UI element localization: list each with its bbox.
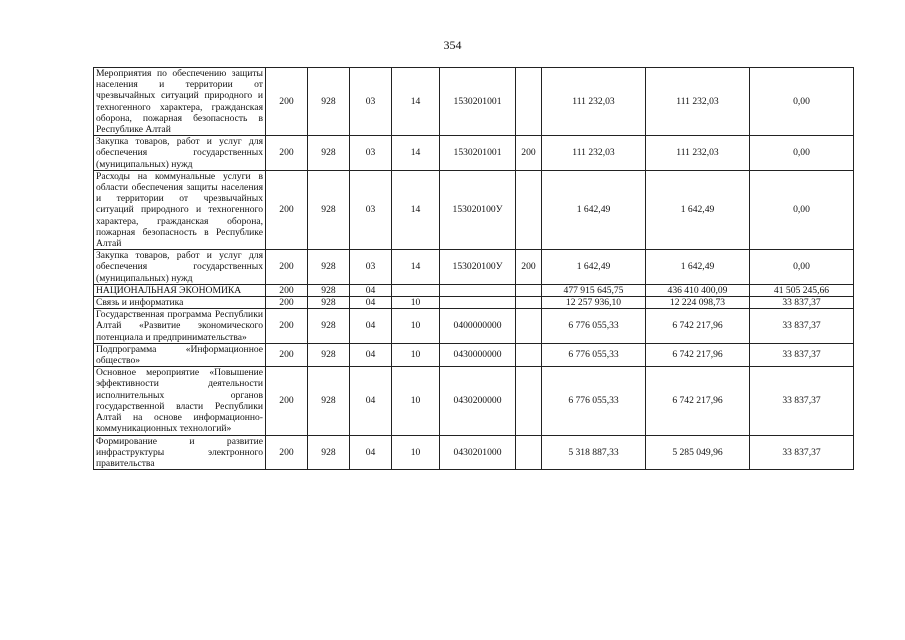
table-row [94, 170, 854, 249]
table-row [94, 297, 854, 309]
expense-type-cell [516, 68, 542, 136]
planned-amount-cell: 6 776 055,33 [542, 343, 646, 366]
expense-type-cell [516, 284, 542, 296]
ministry-cell: 928 [308, 435, 350, 470]
code-cell: 200 [266, 68, 308, 136]
target-article-cell [440, 297, 516, 309]
row-name-cell: Расходы на коммунальные услуги в области обеспечения защиты населения и территории от чрезвычайных ситуаций природного и техногенного характера, гражданская оборона, пожарная безопасность в Республике Алтай [94, 170, 266, 249]
subsection-cell: 10 [392, 309, 440, 344]
remainder-cell: 41 505 245,66 [750, 284, 854, 296]
ministry-cell: 928 [308, 309, 350, 344]
section-cell: 03 [350, 136, 392, 171]
target-article-cell: 0430200000 [440, 367, 516, 435]
target-article-cell: 1530201001 [440, 68, 516, 136]
code-cell: 200 [266, 309, 308, 344]
code-cell: 200 [266, 136, 308, 171]
remainder-cell: 33 837,37 [750, 297, 854, 309]
code-cell: 200 [266, 284, 308, 296]
expense-type-cell [516, 435, 542, 470]
subsection-cell: 14 [392, 136, 440, 171]
code-cell: 200 [266, 435, 308, 470]
executed-amount-cell: 6 742 217,96 [646, 309, 750, 344]
expense-type-cell: 200 [516, 136, 542, 171]
row-name-cell: Подпрограмма «Информационное общество» [94, 343, 266, 366]
executed-amount-cell: 12 224 098,73 [646, 297, 750, 309]
remainder-cell: 0,00 [750, 68, 854, 136]
section-cell: 04 [350, 343, 392, 366]
planned-amount-cell: 1 642,49 [542, 250, 646, 285]
target-article-cell: 0430201000 [440, 435, 516, 470]
row-name-cell: Закупка товаров, работ и услуг для обеспечения государственных (муниципальных) нужд [94, 136, 266, 171]
subsection-cell: 14 [392, 250, 440, 285]
planned-amount-cell: 111 232,03 [542, 68, 646, 136]
row-name-cell: Мероприятия по обеспечению защиты населения и территории от чрезвычайных ситуаций природного и техногенного характера, гражданская оборона, пожарная безопасность в Республике Алтай [94, 68, 266, 136]
target-article-cell [440, 284, 516, 296]
target-article-cell: 0400000000 [440, 309, 516, 344]
subsection-cell [392, 284, 440, 296]
section-cell: 04 [350, 367, 392, 435]
section-cell: 03 [350, 250, 392, 285]
ministry-cell: 928 [308, 297, 350, 309]
table-row [94, 284, 854, 296]
section-cell: 04 [350, 309, 392, 344]
row-name-cell: Основное мероприятие «Повышение эффективности деятельности исполнительных органов государственной власти Республики Алтай на основе информационно-коммуникационных технологий» [94, 367, 266, 435]
subsection-cell: 10 [392, 435, 440, 470]
table-row [94, 250, 854, 285]
executed-amount-cell: 6 742 217,96 [646, 343, 750, 366]
remainder-cell: 33 837,37 [750, 309, 854, 344]
planned-amount-cell: 1 642,49 [542, 170, 646, 249]
target-article-cell: 0430000000 [440, 343, 516, 366]
code-cell: 200 [266, 343, 308, 366]
executed-amount-cell: 5 285 049,96 [646, 435, 750, 470]
section-cell: 04 [350, 297, 392, 309]
expense-type-cell [516, 297, 542, 309]
remainder-cell: 0,00 [750, 250, 854, 285]
remainder-cell: 33 837,37 [750, 367, 854, 435]
executed-amount-cell: 111 232,03 [646, 68, 750, 136]
ministry-cell: 928 [308, 284, 350, 296]
target-article-cell: 153020100У [440, 250, 516, 285]
budget-table-body [94, 68, 854, 470]
code-cell: 200 [266, 297, 308, 309]
remainder-cell: 33 837,37 [750, 435, 854, 470]
executed-amount-cell: 1 642,49 [646, 250, 750, 285]
code-cell: 200 [266, 367, 308, 435]
planned-amount-cell: 6 776 055,33 [542, 309, 646, 344]
subsection-cell: 10 [392, 367, 440, 435]
expense-type-cell: 200 [516, 250, 542, 285]
table-row [94, 435, 854, 470]
ministry-cell: 928 [308, 170, 350, 249]
subsection-cell: 10 [392, 297, 440, 309]
planned-amount-cell: 477 915 645,75 [542, 284, 646, 296]
subsection-cell: 14 [392, 68, 440, 136]
ministry-cell: 928 [308, 136, 350, 171]
expense-type-cell [516, 309, 542, 344]
row-name-cell: Связь и информатика [94, 297, 266, 309]
row-name-cell: Государственная программа Республики Алтай «Развитие экономического потенциала и предпринимательства» [94, 309, 266, 344]
table-row [94, 309, 854, 344]
executed-amount-cell: 436 410 400,09 [646, 284, 750, 296]
expense-type-cell [516, 343, 542, 366]
page-number: 354 [443, 38, 462, 52]
code-cell: 200 [266, 250, 308, 285]
table-row [94, 343, 854, 366]
executed-amount-cell: 1 642,49 [646, 170, 750, 249]
subsection-cell: 14 [392, 170, 440, 249]
row-name-cell: НАЦИОНАЛЬНАЯ ЭКОНОМИКА [94, 284, 266, 296]
section-cell: 04 [350, 435, 392, 470]
ministry-cell: 928 [308, 343, 350, 366]
planned-amount-cell: 111 232,03 [542, 136, 646, 171]
budget-table [93, 67, 854, 470]
row-name-cell: Закупка товаров, работ и услуг для обеспечения государственных (муниципальных) нужд [94, 250, 266, 285]
table-row [94, 68, 854, 136]
remainder-cell: 0,00 [750, 136, 854, 171]
table-row [94, 136, 854, 171]
section-cell: 04 [350, 284, 392, 296]
section-cell: 03 [350, 68, 392, 136]
table-row [94, 367, 854, 435]
code-cell: 200 [266, 170, 308, 249]
expense-type-cell [516, 367, 542, 435]
planned-amount-cell: 12 257 936,10 [542, 297, 646, 309]
subsection-cell: 10 [392, 343, 440, 366]
planned-amount-cell: 6 776 055,33 [542, 367, 646, 435]
target-article-cell: 1530201001 [440, 136, 516, 171]
ministry-cell: 928 [308, 68, 350, 136]
target-article-cell: 153020100У [440, 170, 516, 249]
executed-amount-cell: 6 742 217,96 [646, 367, 750, 435]
planned-amount-cell: 5 318 887,33 [542, 435, 646, 470]
remainder-cell: 0,00 [750, 170, 854, 249]
section-cell: 03 [350, 170, 392, 249]
ministry-cell: 928 [308, 367, 350, 435]
ministry-cell: 928 [308, 250, 350, 285]
executed-amount-cell: 111 232,03 [646, 136, 750, 171]
remainder-cell: 33 837,37 [750, 343, 854, 366]
expense-type-cell [516, 170, 542, 249]
row-name-cell: Формирование и развитие инфраструктуры электронного правительства [94, 435, 266, 470]
